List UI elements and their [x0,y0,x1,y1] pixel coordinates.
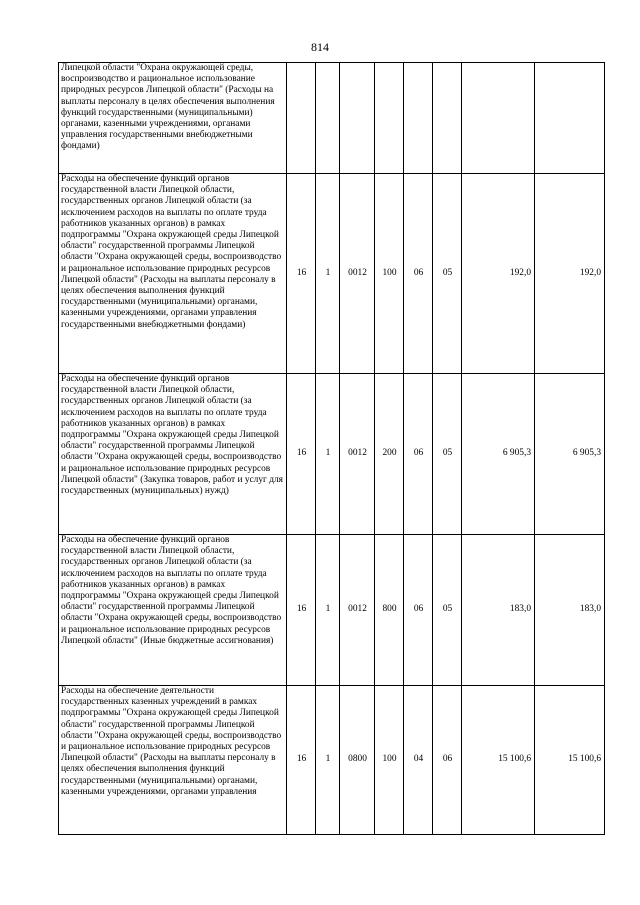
col-amount: 183,0 [462,535,535,686]
col-ministry: 16 [287,535,316,686]
col-amount: 6 905,3 [462,374,535,535]
row-description: Расходы на обеспечение деятельности государственных казенных учреждений в рамках подпрограммы "Охрана окружающей среды Липецкой области" государственной программы Липецкой области "Охрана окружающей среды, воспроизводство и рациональное использование природных ресурсов Липецкой области" (Расходы на выплаты персоналу в целях обеспечения выполнения функций государственными (муниципальными) органами, казенными учреждениями, органами управления [59,686,287,835]
col-ministry: 16 [287,686,316,835]
col-program: 1 [316,686,340,835]
col-expense-type: 100 [375,174,404,374]
col-target-article: 0012 [340,535,375,686]
col-expense-type: 100 [375,686,404,835]
col-subsection: 06 [433,686,462,835]
col-amount-total: 183,0 [535,535,605,686]
table-row [59,374,605,535]
col-ministry [287,63,316,174]
col-section: 04 [404,686,433,835]
col-target-article: 0800 [340,686,375,835]
table-row [59,63,605,174]
col-target-article: 0012 [340,174,375,374]
col-section: 06 [404,174,433,374]
page-number: 814 [311,40,329,54]
col-section: 06 [404,374,433,535]
row-description: Расходы на обеспечение функций органов государственной власти Липецкой области, государственных органов Липецкой области (за исключением расходов на выплаты по оплате труда работников указанных органов) в рамках подпрограммы "Охрана окружающей среды Липецкой области" государственной программы Липецкой области "Охрана окружающей среды, воспроизводство и рациональное использование природных ресурсов Липецкой области" (Иные бюджетные ассигнования) [59,535,287,686]
col-expense-type: 800 [375,535,404,686]
col-amount: 192,0 [462,174,535,374]
col-amount: 15 100,6 [462,686,535,835]
col-amount-total [535,63,605,174]
col-program: 1 [316,535,340,686]
col-amount-total: 6 905,3 [535,374,605,535]
col-program: 1 [316,374,340,535]
col-target-article [340,63,375,174]
col-expense-type: 200 [375,374,404,535]
col-subsection [433,63,462,174]
table-row [59,174,605,374]
col-subsection: 05 [433,174,462,374]
col-subsection: 05 [433,374,462,535]
col-program: 1 [316,174,340,374]
row-description: Расходы на обеспечение функций органов государственной власти Липецкой области, государственных органов Липецкой области (за исключением расходов на выплаты по оплате труда работников указанных органов) в рамках подпрограммы "Охрана окружающей среды Липецкой области" государственной программы Липецкой области "Охрана окружающей среды, воспроизводство и рациональное использование природных ресурсов Липецкой области" (Закупка товаров, работ и услуг для государственных (муниципальных) нужд) [59,374,287,535]
row-description: Расходы на обеспечение функций органов государственной власти Липецкой области, государственных органов Липецкой области (за исключением расходов на выплаты по оплате труда работников указанных органов) в рамках подпрограммы "Охрана окружающей среды Липецкой области" государственной программы Липецкой области "Охрана окружающей среды, воспроизводство и рациональное использование природных ресурсов Липецкой области" (Расходы на выплаты персоналу в целях обеспечения выполнения функций государственными (муниципальными) органами, казенными учреждениями, органами управления государственными внебюджетными фондами) [59,174,287,374]
table-row [59,535,605,686]
col-ministry: 16 [287,374,316,535]
col-amount-total: 15 100,6 [535,686,605,835]
col-ministry: 16 [287,174,316,374]
col-section: 06 [404,535,433,686]
col-amount-total: 192,0 [535,174,605,374]
col-subsection: 05 [433,535,462,686]
table-row [59,686,605,835]
col-program [316,63,340,174]
budget-table [58,62,605,835]
row-description: Липецкой области "Охрана окружающей среды, воспроизводство и рациональное использование природных ресурсов Липецкой области" (Расходы на выплаты персоналу в целях обеспечения выполнения функций государственными (муниципальными) органами, казенными учреждениями, органами управления государственными внебюджетными фондами) [59,63,287,174]
col-amount [462,63,535,174]
col-section [404,63,433,174]
col-expense-type [375,63,404,174]
col-target-article: 0012 [340,374,375,535]
